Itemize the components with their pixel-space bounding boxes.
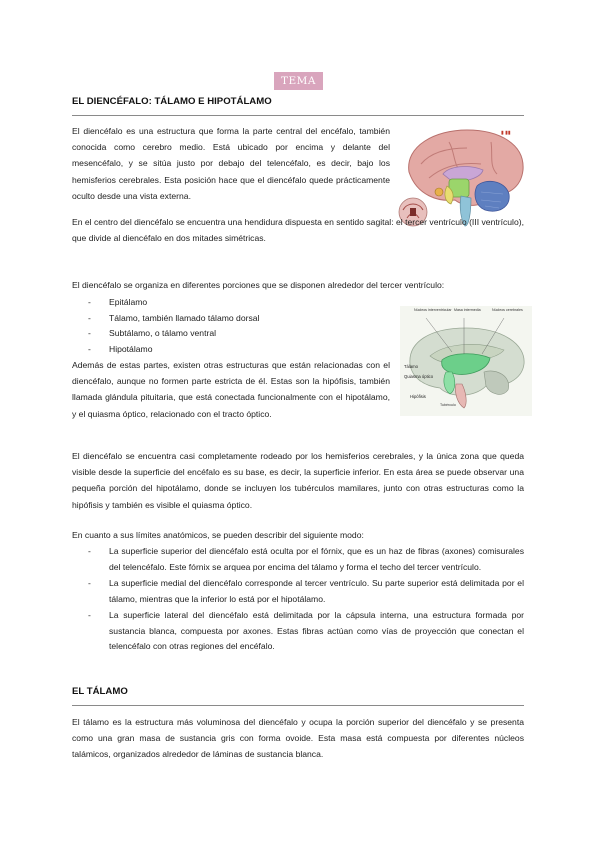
diencephalon-figure (400, 306, 532, 416)
list-item: - La superficie superior del diencéfalo está oculta por el fórnix, que es un haz de fibras (axones) comisurales del telencéfalo. Este fórnix se arquea por encima del tálamo y forma el techo del tercer ventrículo. (88, 546, 524, 572)
list-item: - Epitálamo (88, 297, 148, 307)
svg-text:▮ ▮▮: ▮ ▮▮ (501, 130, 511, 136)
limits-intro: En cuanto a sus límites anatómicos, se pueden describir del siguiente modo: (72, 530, 364, 540)
section-title-talamo: EL TÁLAMO (72, 686, 128, 697)
topic-tag: TEMA 20 (274, 72, 323, 90)
limits-list (88, 544, 524, 656)
section-divider (72, 705, 524, 706)
visible-surface-paragraph: El diencéfalo se encuentra casi completamente rodeado por los hemisferios cerebrales, y la única zona que queda visible desde la superficie del encéfalo es su base, es decir, la superficie inferior. En esta área se puede observar una pequeña porción del hipotálamo, donde se incluyen los tubérculos mamilares, junto con otras estructuras como la hipófisis y también es visible el quiasma óptico. (72, 451, 524, 510)
figure-label: Hipófisis (410, 394, 426, 399)
figure-label: Quiasma óptico (404, 374, 434, 379)
list-item: - La superficie lateral del diencéfalo está delimitada por la cápsula interna, una estructura formada por sustancia blanca, compuesta por axones. Estas fibras actúan como vías de proyección que conectan el telencéfalo con otras regiones del encéfalo. (88, 610, 524, 651)
section-divider (72, 115, 524, 116)
list-item: - Subtálamo, o tálamo ventral (88, 328, 217, 339)
figure-label: Tubérculo (440, 403, 456, 407)
figure-label: Núcleos cerebrales (492, 308, 523, 312)
intro-paragraph: El diencéfalo es una estructura que forma la parte central del encéfalo, también conocida como cerebro medio. Está ubicado por encima y delante del mesencéfalo, y se sitúa justo por debajo del telencéfalo, es decir, bajo los hemisferios cerebrales. Esta posición hace que el diencéfalo quede prácticamente oculto desde una vista externa. (72, 126, 390, 201)
figure-label: Tálamo (404, 364, 418, 369)
list-item: - Hipotálamo (88, 343, 153, 354)
list-item: - La superficie medial del diencéfalo corresponde al tercer ventrículo. Su parte superior está delimitada por el tálamo, mientras que la inferior lo está por el hipotálamo. (88, 578, 524, 604)
list-item: - Tálamo, también llamado tálamo dorsal (88, 312, 260, 323)
portions-intro: El diencéfalo se organiza en diferentes porciones que se disponen alrededor del tercer ventrículo: (72, 280, 445, 290)
related-structures-paragraph: Además de estas partes, existen otras estructuras que están relacionadas con el diencéfalo, aunque no formen parte estricta de él. Estas son la hipófisis, también llamada glándula pituitaria, que está conectada funcionalmente con el hipotálamo, y el quiasma óptico, relacionado con el tracto óptico. (72, 360, 390, 419)
figure-label: Masa intermedia (454, 308, 481, 312)
portions-list (88, 295, 259, 357)
section-title-diencefalo: EL DIENCÉFALO: TÁLAMO E HIPOTÁLAMO (72, 96, 272, 107)
figure-label: Núcleos interventricular (414, 308, 452, 312)
third-ventricle-paragraph: En el centro del diencéfalo se encuentra una hendidura dispuesta en sentido sagital: el tercer ventrículo (III ventrículo), que divide al diencéfalo en dos mitades simétricas. (72, 217, 524, 244)
thalamus-paragraph: El tálamo es la estructura más voluminosa del diencéfalo y ocupa la porción superior del diencéfalo y se presenta como una gran masa de sustancia gris con forma ovoide. Esta masa está compuesta por diferentes núcleos talámicos, organizados alrededor de láminas de sustancia blanca. (72, 717, 524, 760)
